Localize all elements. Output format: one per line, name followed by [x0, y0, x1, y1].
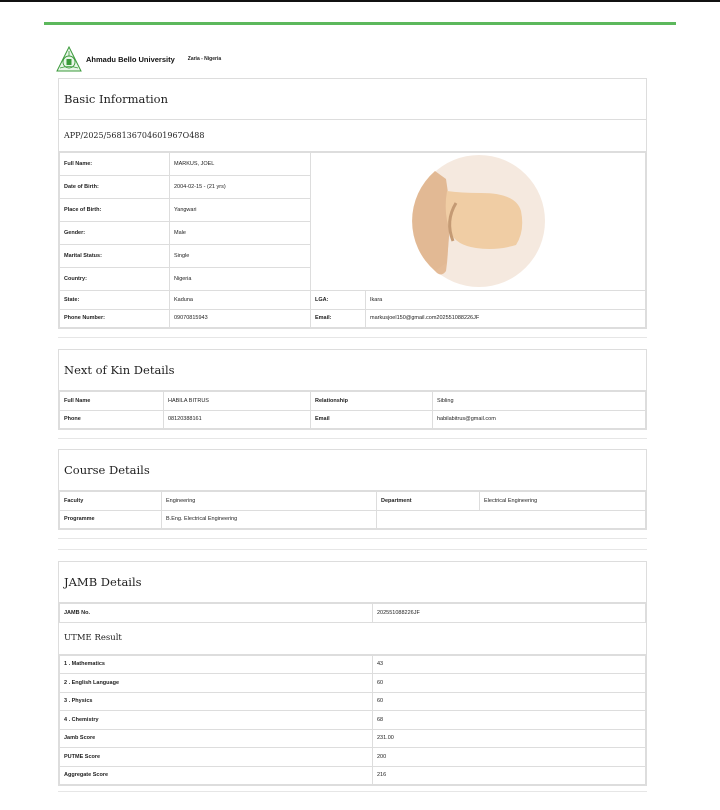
putme-score-value: 200: [373, 748, 646, 767]
top-border: [0, 0, 720, 2]
passport-photo: [311, 153, 647, 290]
pob-label: Place of Birth:: [60, 199, 170, 222]
section-divider: [58, 438, 647, 439]
subject-score: 68: [373, 711, 646, 730]
jamb-score-label: Jamb Score: [60, 729, 373, 748]
lga-label: LGA:: [311, 291, 366, 310]
full-name-value: MARKUS, JOEL: [170, 153, 311, 176]
university-name: Ahmadu Bello University: [86, 54, 175, 64]
jamb-number-value: 202551088226JF: [373, 604, 646, 623]
subject-score: 60: [373, 674, 646, 693]
page-header: [56, 46, 221, 72]
email-value: markusjoel150@gmail.com202551088226JF: [366, 309, 646, 328]
dob-label: Date of Birth:: [60, 176, 170, 199]
subject-label: 1 . Mathematics: [60, 655, 373, 674]
programme-value: B.Eng. Electrical Engineering: [162, 510, 377, 529]
section-title: Basic Information: [59, 79, 646, 120]
nok-relationship-label: Relationship: [311, 392, 433, 411]
marital-status-value: Single: [170, 245, 311, 268]
nok-phone-value: 08120388161: [164, 410, 311, 429]
accent-bar: [44, 22, 676, 25]
nok-email-value: habilabitrus@gmail.com: [433, 410, 646, 429]
next-of-kin-table: [59, 391, 646, 429]
utme-result-title: UTME Result: [59, 623, 646, 655]
email-label: Email:: [311, 309, 366, 328]
section-divider: [58, 791, 647, 792]
section-divider: [58, 538, 647, 539]
dob-value: 2004-02-15 - (21 yrs): [170, 176, 311, 199]
faculty-label: Faculty: [60, 492, 162, 511]
putme-score-label: PUTME Score: [60, 748, 373, 767]
state-label: State:: [60, 291, 170, 310]
pob-value: Yangwari: [170, 199, 311, 222]
subject-label: 4 . Chemistry: [60, 711, 373, 730]
next-of-kin-section: [58, 349, 647, 430]
jamb-number-table: [59, 603, 646, 623]
subject-label: 3 . Physics: [60, 692, 373, 711]
marital-status-label: Marital Status:: [60, 245, 170, 268]
gender-value: Male: [170, 222, 311, 245]
nok-phone-label: Phone: [60, 410, 164, 429]
jamb-score-value: 231.00: [373, 729, 646, 748]
university-location: Zaria - Nigeria: [187, 56, 222, 62]
passport-photo-cell: [311, 153, 646, 291]
phone-value: 09070815943: [170, 309, 311, 328]
department-label: Department: [377, 492, 480, 511]
jamb-number-label: JAMB No.: [60, 604, 373, 623]
aggregate-score-value: 216: [373, 766, 646, 785]
section-divider: [58, 337, 647, 338]
empty-cell: [377, 510, 646, 529]
basic-information-section: [58, 78, 647, 329]
programme-label: Programme: [60, 510, 162, 529]
country-value: Nigeria: [170, 268, 311, 291]
nok-full-name-value: HABILA BITRUS: [164, 392, 311, 411]
department-value: Electrical Engineering: [480, 492, 646, 511]
nok-email-label: Email: [311, 410, 433, 429]
phone-label: Phone Number:: [60, 309, 170, 328]
jamb-details-section: [58, 561, 647, 786]
nok-relationship-value: Sibling: [433, 392, 646, 411]
section-title: Next of Kin Details: [59, 350, 646, 391]
gender-label: Gender:: [60, 222, 170, 245]
lga-value: Ikara: [366, 291, 646, 310]
nok-full-name-label: Full Name: [60, 392, 164, 411]
aggregate-score-label: Aggregate Score: [60, 766, 373, 785]
subject-score: 43: [373, 655, 646, 674]
course-details-table: [59, 491, 646, 529]
country-label: Country:: [60, 268, 170, 291]
full-name-label: Full Name:: [60, 153, 170, 176]
course-details-section: [58, 449, 647, 530]
utme-result-table: [59, 655, 646, 786]
section-divider: [58, 549, 647, 550]
subject-score: 60: [373, 692, 646, 711]
faculty-value: Engineering: [162, 492, 377, 511]
section-title: Course Details: [59, 450, 646, 491]
basic-info-table: [59, 152, 646, 328]
application-number: APP/2025/568136704601967O488: [59, 120, 646, 152]
state-value: Kaduna: [170, 291, 311, 310]
subject-label: 2 . English Language: [60, 674, 373, 693]
section-title: JAMB Details: [59, 562, 646, 603]
university-logo-icon: [56, 46, 82, 72]
